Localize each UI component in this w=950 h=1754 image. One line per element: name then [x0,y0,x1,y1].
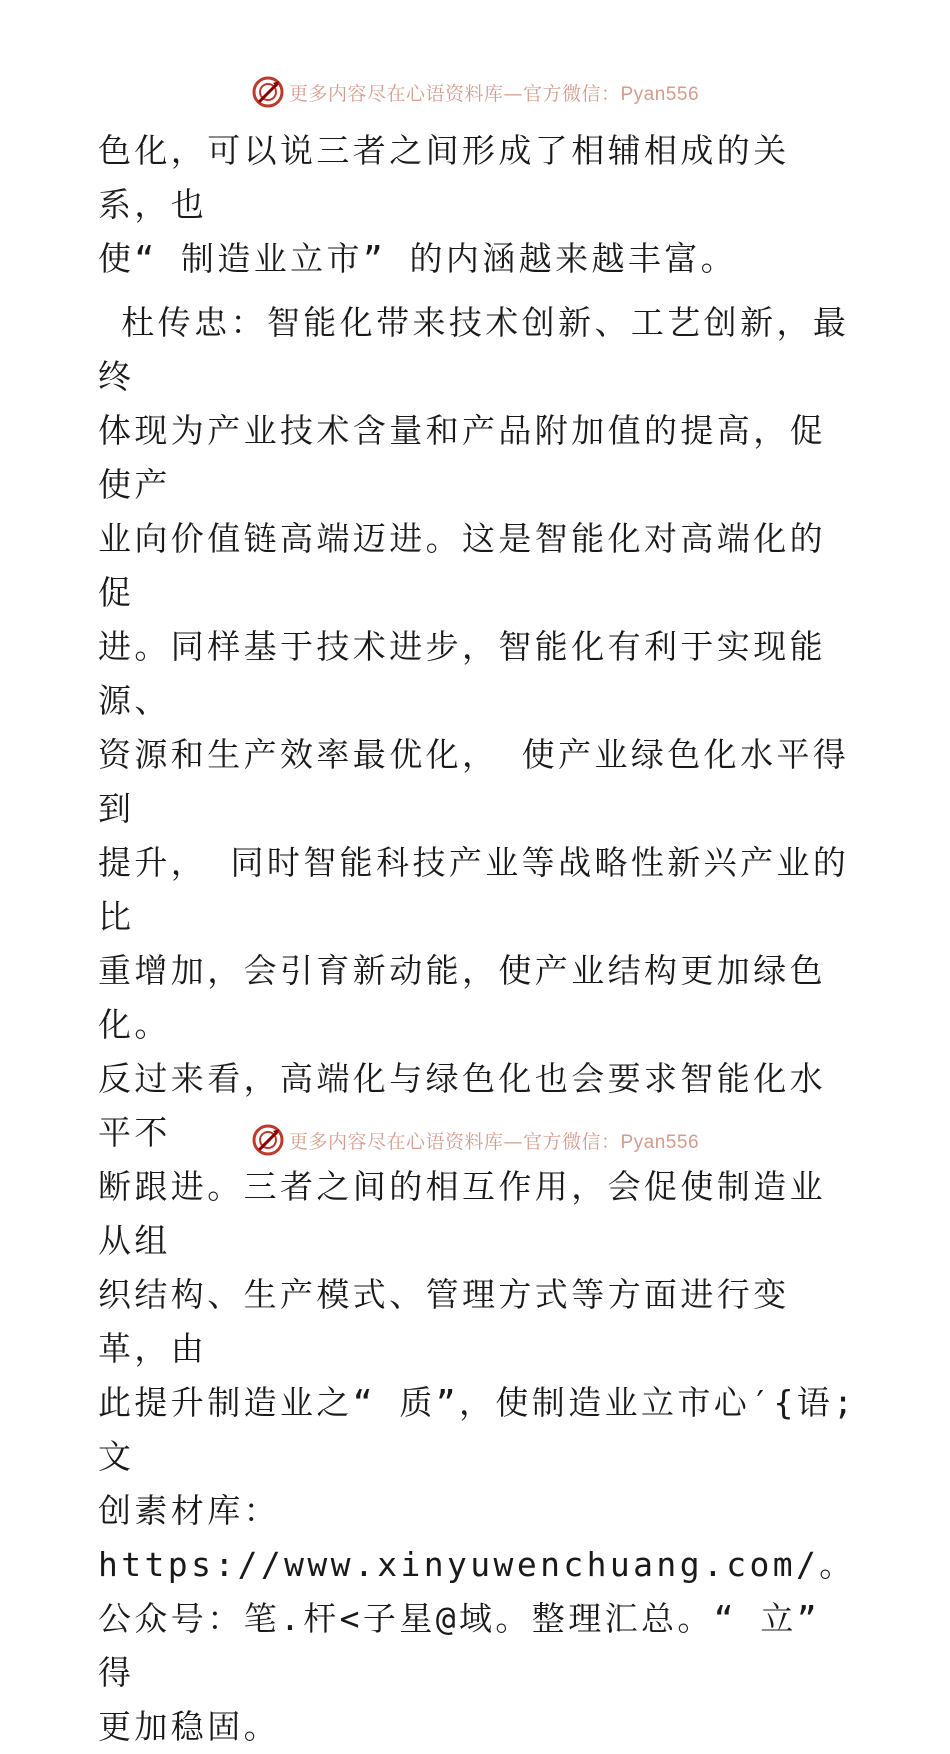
text-line: 杜传忠：智能化带来技术创新、工艺创新，最终 [98,303,850,396]
text-line: 公众号：笔.杆<子星@域。整理汇总。“ 立” 得 [98,1599,844,1692]
text-line: 断跟进。三者之间的相互作用，会促使制造业从组 [98,1167,826,1260]
watermark-account: Pyan556 [620,83,700,105]
text-line: 色化，可以说三者之间形成了相辅相成的关系，也 [98,131,790,224]
brand-logo-icon [251,1123,285,1157]
text-line: 创素材库：https://www.xinyuwenchuang.com/。 [98,1491,856,1584]
text-line: 体现为产业技术含量和产品附加值的提高，促使产 [98,411,826,504]
text-line: 提升， 同时智能科技产业等战略性新兴产业的比 [98,843,850,936]
text-line: 织结构、生产模式、管理方式等方面进行变革，由 [98,1275,790,1368]
watermark-account: Pyan556 [620,1131,700,1153]
header-watermark [0,72,950,112]
paragraph [98,296,858,1754]
paragraph [98,124,858,286]
text-line: 使“ 制造业立市” 的内涵越来越丰富。 [98,239,738,278]
footer-watermark [0,1120,950,1160]
watermark-text: 更多内容尽在心语资料库—官方微信：Pyan556 [288,82,700,105]
text-line: 重增加，会引育新动能，使产业结构更加绿色化。 [98,951,826,1044]
text-line: 反过来看，高端化与绿色化也会要求智能化水平不 [98,1059,826,1152]
brand-logo-icon [251,75,285,109]
text-line: 此提升制造业之“ 质”，使制造业立市心′{语;文 [98,1383,857,1476]
text-line: 业向价值链高端迈进。这是智能化对高端化的促 [98,519,826,612]
document-body [98,124,858,1754]
text-line: 进。同样基于技术进步，智能化有利于实现能源、 [98,627,826,720]
watermark-text: 更多内容尽在心语资料库—官方微信：Pyan556 [288,1130,700,1153]
text-line: 更加稳固。 [98,1707,280,1746]
text-line: 资源和生产效率最优化， 使产业绿色化水平得到 [98,735,850,828]
